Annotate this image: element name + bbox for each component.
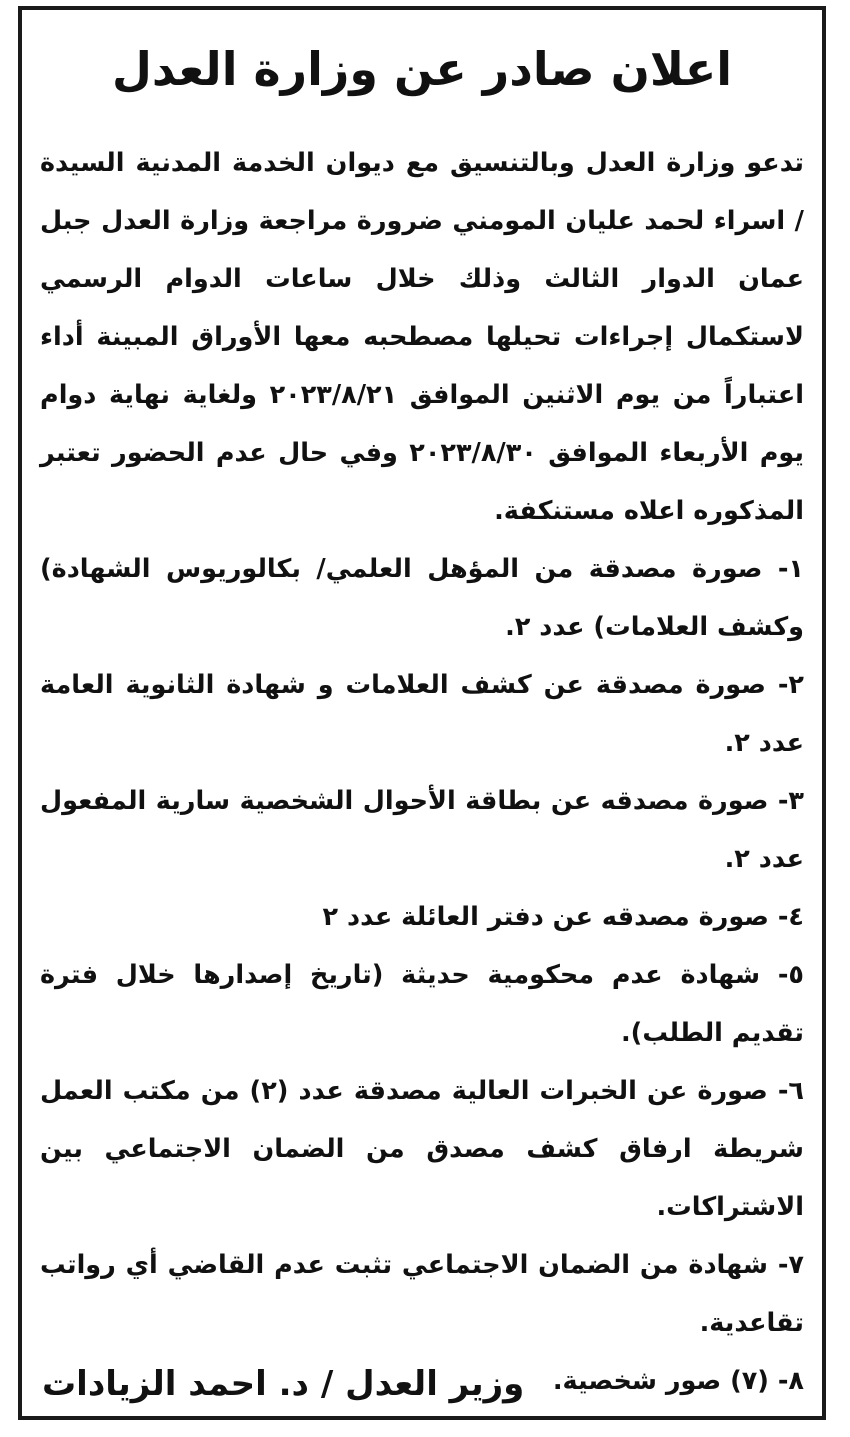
requirement-item-3: ٣- صورة مصدقه عن بطاقة الأحوال الشخصية سارية المفعول عدد ٢. [40, 786, 804, 874]
requirement-item-1: ١- صورة مصدقة من المؤهل العلمي/ بكالوريوس الشهادة) وكشف العلامات) عدد ٢. [40, 554, 804, 642]
requirement-item-2: ٢- صورة مصدقة عن كشف العلامات و شهادة الثانوية العامة عدد ٢. [40, 670, 804, 758]
minister-signature: وزير العدل / د. احمد الزيادات [42, 1364, 525, 1404]
announcement-title: اعلان صادر عن وزارة العدل [111, 42, 733, 96]
requirement-item-8: ٨- (٧) صور شخصية. [552, 1366, 804, 1396]
requirement-item-7: ٧- شهادة من الضمان الاجتماعي تثبت عدم القاضي أي رواتب تقاعدية. [40, 1250, 804, 1338]
announcement-frame [18, 6, 826, 1420]
intro-paragraph: تدعو وزارة العدل وبالتنسيق مع ديوان الخدمة المدنية السيدة / اسراء لحمد عليان المومني ضرورة مراجعة وزارة العدل جبل عمان الدوار الثالث وذلك خلال ساعات الدوام الرسمي لاستكمال إجراءات تحيلها مصطحبه معها الأوراق المبينة أداء اعتباراً من يوم الاثنين الموافق ٢٠٢٣/٨/٢١ ولغاية نهاية دوام يوم الأربعاء الموافق ٢٠٢٣/٨/٣٠ وفي حال عدم الحضور تعتبر المذكوره اعلاه مستنكفة. [40, 148, 804, 526]
requirement-item-4: ٤- صورة مصدقه عن دفتر العائلة عدد ٢ [322, 902, 804, 932]
requirement-item-6: ٦- صورة عن الخبرات العالية مصدقة عدد (٢) من مكتب العمل شريطة ارفاق كشف مصدق من الضمان الاجتماعي بين الاشتراكات. [40, 1076, 804, 1222]
requirement-item-5: ٥- شهادة عدم محكومية حديثة (تاريخ إصدارها خلال فترة تقديم الطلب). [40, 960, 804, 1048]
announcement-body [40, 134, 804, 1410]
requirements-list [40, 540, 804, 1410]
